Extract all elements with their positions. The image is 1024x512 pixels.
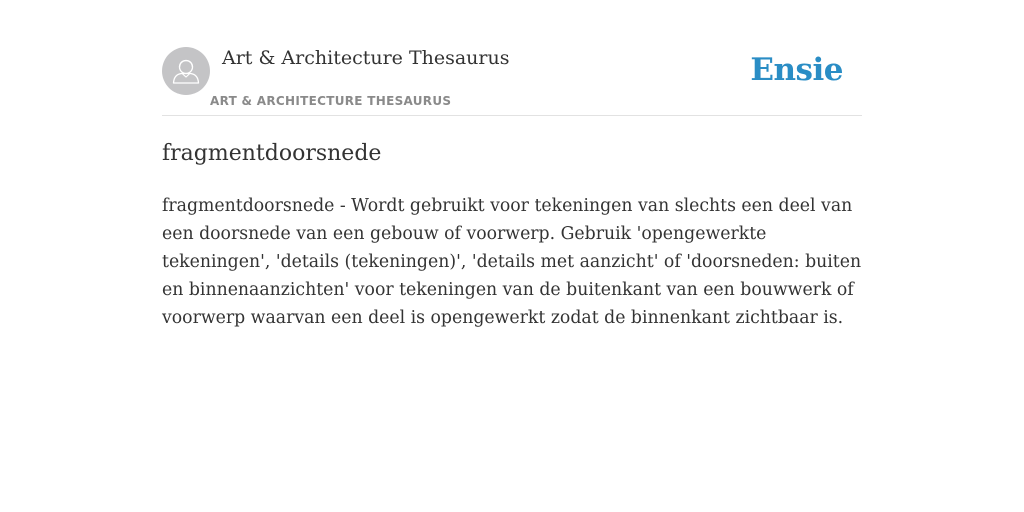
source-header	[162, 0, 862, 116]
source-title-link[interactable]: Art & Architecture Thesaurus	[222, 47, 510, 69]
page-container	[162, 0, 862, 328]
term-title: fragmentdoorsnede	[162, 141, 382, 166]
user-icon	[162, 47, 210, 95]
source-subtitle: ART & ARCHITECTURE THESAURUS	[210, 94, 452, 108]
term-definition: fragmentdoorsnede - Wordt gebruikt voor tekeningen van slechts een deel van een doorsnede van een gebouw of voorwerp. Gebruik 'opengewerkte tekeningen', 'details (tekeningen)', 'details met aanzicht' of 'doorsneden: buiten en binnenaanzichten' voor tekeningen van de buitenkant van een bouwwerk of voorwerp waarvan een deel is opengewerkt zodat de binnenkant zichtbaar is.	[162, 196, 862, 328]
source-avatar[interactable]	[162, 47, 210, 95]
ensie-logo[interactable]: Ensie	[750, 52, 843, 88]
